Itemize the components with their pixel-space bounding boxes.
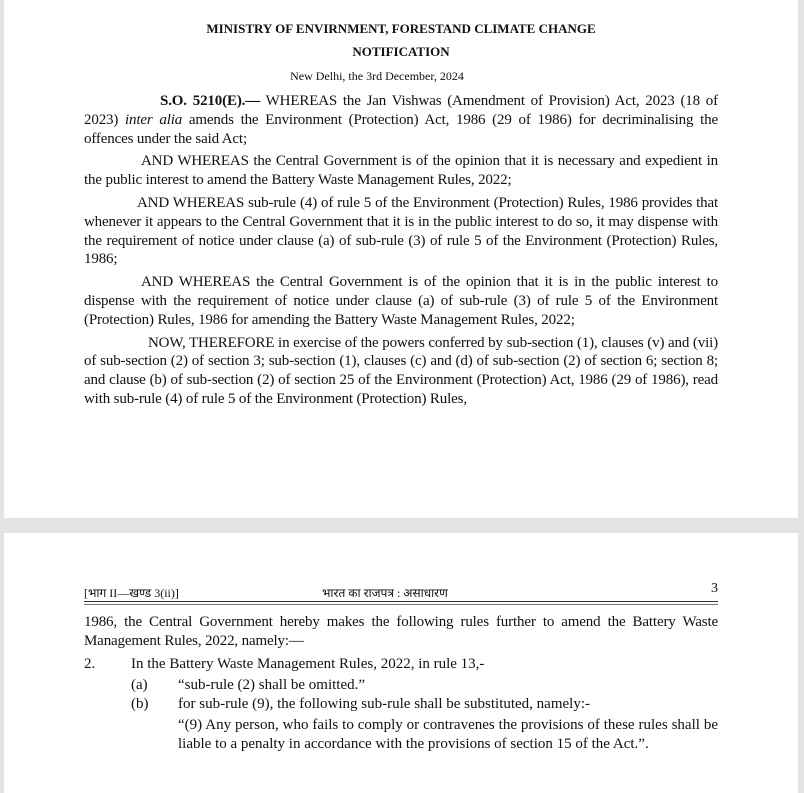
paragraph-3-text: AND WHEREAS sub-rule (4) of rule 5 of the Environment (Protection) Rules, 1986 provides that whenever it appears to the Central Government that it is in the public interest to do so, it may dispense with the requirement of notice under clause (a) of sub-rule (3) of rule 5 of the Environment (Protection) Rules, 1986; bbox=[84, 194, 718, 268]
sub-item-label: (a) bbox=[131, 676, 148, 693]
notification-heading: NOTIFICATION bbox=[352, 44, 450, 59]
sub-item-text: “sub-rule (2) shall be omitted.” bbox=[178, 676, 366, 693]
dateline: New Delhi, the 3rd December, 2024 bbox=[290, 69, 464, 83]
paragraph-1-text-b: amends the Environment (Protection) Act, 1986 (29 of 1986) for decriminalising the offences under the said Act; bbox=[84, 111, 718, 147]
paragraph-5 bbox=[84, 334, 718, 409]
sub-item-b bbox=[131, 695, 718, 714]
sub-item-label: (b) bbox=[131, 695, 149, 712]
running-head-title: भारत का राजपत्र : असाधारण bbox=[322, 586, 448, 600]
rule-item bbox=[84, 655, 718, 674]
rule-item-number: 2. bbox=[84, 655, 96, 672]
ministry-heading: MINISTRY OF ENVIRNMENT, FORESTAND CLIMATE CHANGE bbox=[206, 21, 596, 36]
sub-item-text: for sub-rule (9), the following sub-rule shall be substituted, namely:- bbox=[178, 695, 590, 712]
page-number: 3 bbox=[711, 581, 718, 596]
paragraph-1 bbox=[84, 92, 718, 148]
document-page-1 bbox=[4, 0, 798, 518]
so-number: S.O. 5210(E).— bbox=[160, 93, 261, 109]
paragraph-4-text: AND WHEREAS the Central Government is of the opinion that it is in the public interest to dispense with the requirement of notice under clause (a) of sub-rule (3) of rule 5 of the Environment (Protection) Rules, 1986 for amending the Battery Waste Management Rules, 2022; bbox=[84, 274, 718, 328]
notification-body-continued bbox=[84, 613, 718, 754]
continuation-paragraph: 1986, the Central Government hereby makes the following rules further to amend the Battery Waste Management Rules, 2022, namely:— bbox=[84, 614, 718, 649]
substituted-rule-quote: “(9) Any person, who fails to comply or contravenes the provisions of these rules shall be liable to a penalty in accordance with the provisions of section 15 of the Act.”. bbox=[178, 716, 718, 752]
running-head-part: [भाग II—खण्ड 3(ii)] bbox=[84, 586, 179, 600]
paragraph-2-text: AND WHEREAS the Central Government is of the opinion that it is necessary and expedient in the public interest to amend the Battery Waste Management Rules, 2022; bbox=[84, 153, 718, 189]
paragraph-2 bbox=[84, 152, 718, 190]
paragraph-1-text-a: WHEREAS the Jan Vishwas (Amendment of Provision) Act, 2023 (18 of 2023) bbox=[84, 93, 719, 128]
rule-item-text: In the Battery Waste Management Rules, 2022, in rule 13,- bbox=[131, 655, 485, 672]
italic-phrase: inter alia bbox=[125, 111, 183, 128]
document-page-2 bbox=[4, 533, 798, 793]
paragraph-5-text: NOW, THEREFORE in exercise of the powers conferred by sub-section (1), clauses (v) and (vii) of sub-section (2) of section 3; sub-section (1), clauses (c) and (d) of sub-section (2) of section 6; section 8; and clause (b) of sub-section (2) of section 25 of the Environment (Protection) Act, 1986 (29 of 1986), read with sub-rule (4) of rule 5 of the Environment (Protection) Rules, bbox=[84, 334, 718, 407]
paragraph-4 bbox=[84, 273, 718, 329]
notification-body bbox=[84, 92, 718, 413]
running-head bbox=[84, 583, 718, 602]
sub-item-a bbox=[131, 676, 718, 695]
paragraph-3 bbox=[84, 194, 718, 269]
